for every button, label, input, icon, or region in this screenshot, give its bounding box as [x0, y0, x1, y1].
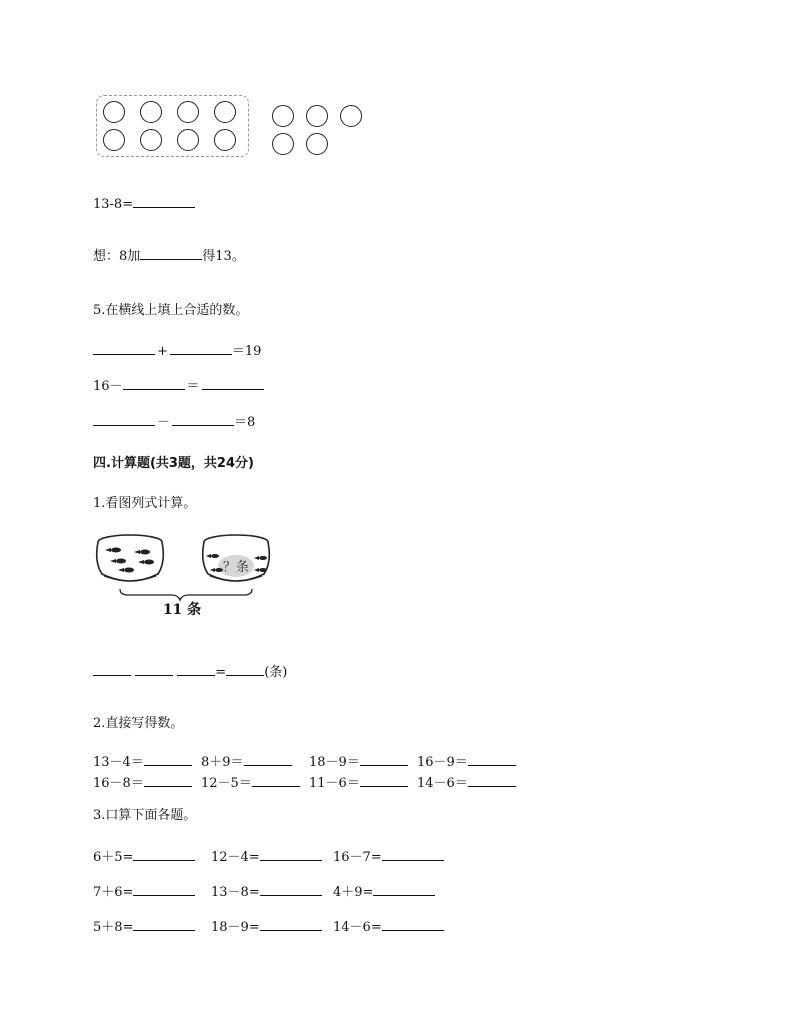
total-count-label: 11 条: [162, 602, 202, 618]
exercise-text: 12－5＝: [201, 776, 252, 791]
exercise-item: [333, 847, 444, 866]
answer-blank[interactable]: [260, 917, 322, 931]
result-text: ＝8: [234, 415, 256, 430]
exercise-item: [93, 752, 201, 771]
answer-blank[interactable]: [144, 773, 192, 787]
counter-circle: [214, 101, 236, 123]
exercise-text: 13－4＝: [93, 755, 144, 770]
equation-text: 13-8=: [93, 197, 134, 212]
answer-blank[interactable]: [93, 662, 131, 676]
answer-blank[interactable]: [252, 773, 300, 787]
counter-circle: [177, 101, 199, 123]
answer-blank[interactable]: [360, 752, 408, 766]
answer-blank[interactable]: [133, 917, 195, 931]
exercise-item: [333, 882, 435, 901]
exercise-item: [309, 752, 417, 771]
exercise-text: 12－4=: [211, 850, 260, 865]
exercise-text: 13－8=: [211, 885, 260, 900]
answer-blank[interactable]: [468, 773, 516, 787]
exercise-text: 5＋8=: [93, 920, 134, 935]
counter-circle: [140, 129, 162, 151]
counter-circle: [306, 133, 328, 155]
exercise-text: 18－9=: [211, 920, 260, 935]
answer-blank[interactable]: [123, 376, 185, 390]
answer-blank[interactable]: [170, 341, 232, 355]
counter-circle: [103, 101, 125, 123]
question-5-title: 5.在横线上填上合适的数。: [93, 303, 249, 318]
exercise-item: [93, 773, 201, 792]
exercise-item: [417, 773, 525, 792]
answer-blank[interactable]: [260, 847, 322, 861]
counter-circle: [272, 133, 294, 155]
counter-circle: [340, 105, 362, 127]
problem-1-answer-line: [93, 662, 287, 681]
exercise-text: 6＋5=: [93, 850, 134, 865]
exercise-text: 14－6=: [333, 920, 382, 935]
exercise-item: [201, 752, 309, 771]
subtraction-prompt: [93, 194, 195, 213]
counter-circle: [177, 129, 199, 151]
counter-circle: [103, 129, 125, 151]
answer-blank[interactable]: [468, 752, 516, 766]
answer-blank[interactable]: [133, 882, 195, 896]
fill-line-2: [93, 376, 264, 395]
problem-2-row-1: [93, 752, 525, 771]
exercise-item: [93, 882, 195, 901]
exercise-text: 16－7=: [333, 850, 382, 865]
fill-line-3: [93, 412, 255, 431]
exercise-text: 11－6＝: [309, 776, 360, 791]
problem-1-title: 1.看图列式计算。: [93, 496, 197, 511]
answer-blank[interactable]: [144, 752, 192, 766]
equals-sign: =: [215, 665, 227, 680]
exercise-item: [201, 773, 309, 792]
counter-circle: [214, 129, 236, 151]
answer-blank[interactable]: [382, 847, 444, 861]
exercise-text: 16－9＝: [417, 755, 468, 770]
exercise-text: 18－9＝: [309, 755, 360, 770]
exercise-item: [211, 917, 322, 936]
fill-line-1: [93, 341, 261, 360]
answer-blank[interactable]: [360, 773, 408, 787]
problem-2-title: 2.直接写得数。: [93, 716, 184, 731]
answer-blank[interactable]: [172, 412, 234, 426]
answer-blank[interactable]: [202, 376, 264, 390]
answer-blank[interactable]: [133, 194, 195, 208]
think-prefix: 想：8加: [93, 249, 141, 264]
exercise-text: 14－6＝: [417, 776, 468, 791]
answer-blank[interactable]: [133, 847, 195, 861]
counter-circle: [306, 105, 328, 127]
unknown-count-label: ？条: [222, 560, 250, 575]
exercise-item: [333, 917, 444, 936]
exercise-item: [93, 917, 195, 936]
exercise-text: 4＋9=: [333, 885, 374, 900]
lead-text: 16－: [93, 379, 123, 394]
fish-bowls-figure: [92, 528, 282, 620]
answer-blank[interactable]: [260, 882, 322, 896]
operator: －: [157, 415, 171, 430]
answer-blank[interactable]: [373, 882, 435, 896]
exercise-item: [211, 847, 322, 866]
operator: ＝: [186, 379, 200, 394]
exercise-item: [417, 752, 525, 771]
answer-blank[interactable]: [382, 917, 444, 931]
answer-blank[interactable]: [140, 246, 202, 260]
left-fish-bowl: [97, 535, 164, 581]
answer-blank[interactable]: [93, 341, 155, 355]
exercise-text: 7＋6=: [93, 885, 134, 900]
counter-circle: [272, 105, 294, 127]
answer-blank[interactable]: [135, 662, 173, 676]
answer-blank[interactable]: [244, 752, 292, 766]
exercise-text: 8＋9＝: [201, 755, 244, 770]
think-prompt: [93, 246, 245, 265]
answer-blank[interactable]: [226, 662, 264, 676]
exercise-item: [211, 882, 322, 901]
answer-blank[interactable]: [177, 662, 215, 676]
problem-3-title: 3.口算下面各题。: [93, 808, 197, 823]
operator: +: [157, 344, 168, 359]
section-heading: 四.计算题(共3题，共24分): [93, 456, 254, 471]
exercise-item: [309, 773, 417, 792]
counter-circle: [140, 101, 162, 123]
problem-2-row-2: [93, 773, 525, 792]
answer-blank[interactable]: [93, 412, 155, 426]
result-text: ＝19: [231, 344, 262, 359]
think-suffix: 得13。: [202, 249, 245, 264]
total-brace: [120, 589, 252, 600]
exercise-item: [93, 847, 195, 866]
unit-text: (条): [264, 665, 288, 680]
exercise-text: 16－8＝: [93, 776, 144, 791]
